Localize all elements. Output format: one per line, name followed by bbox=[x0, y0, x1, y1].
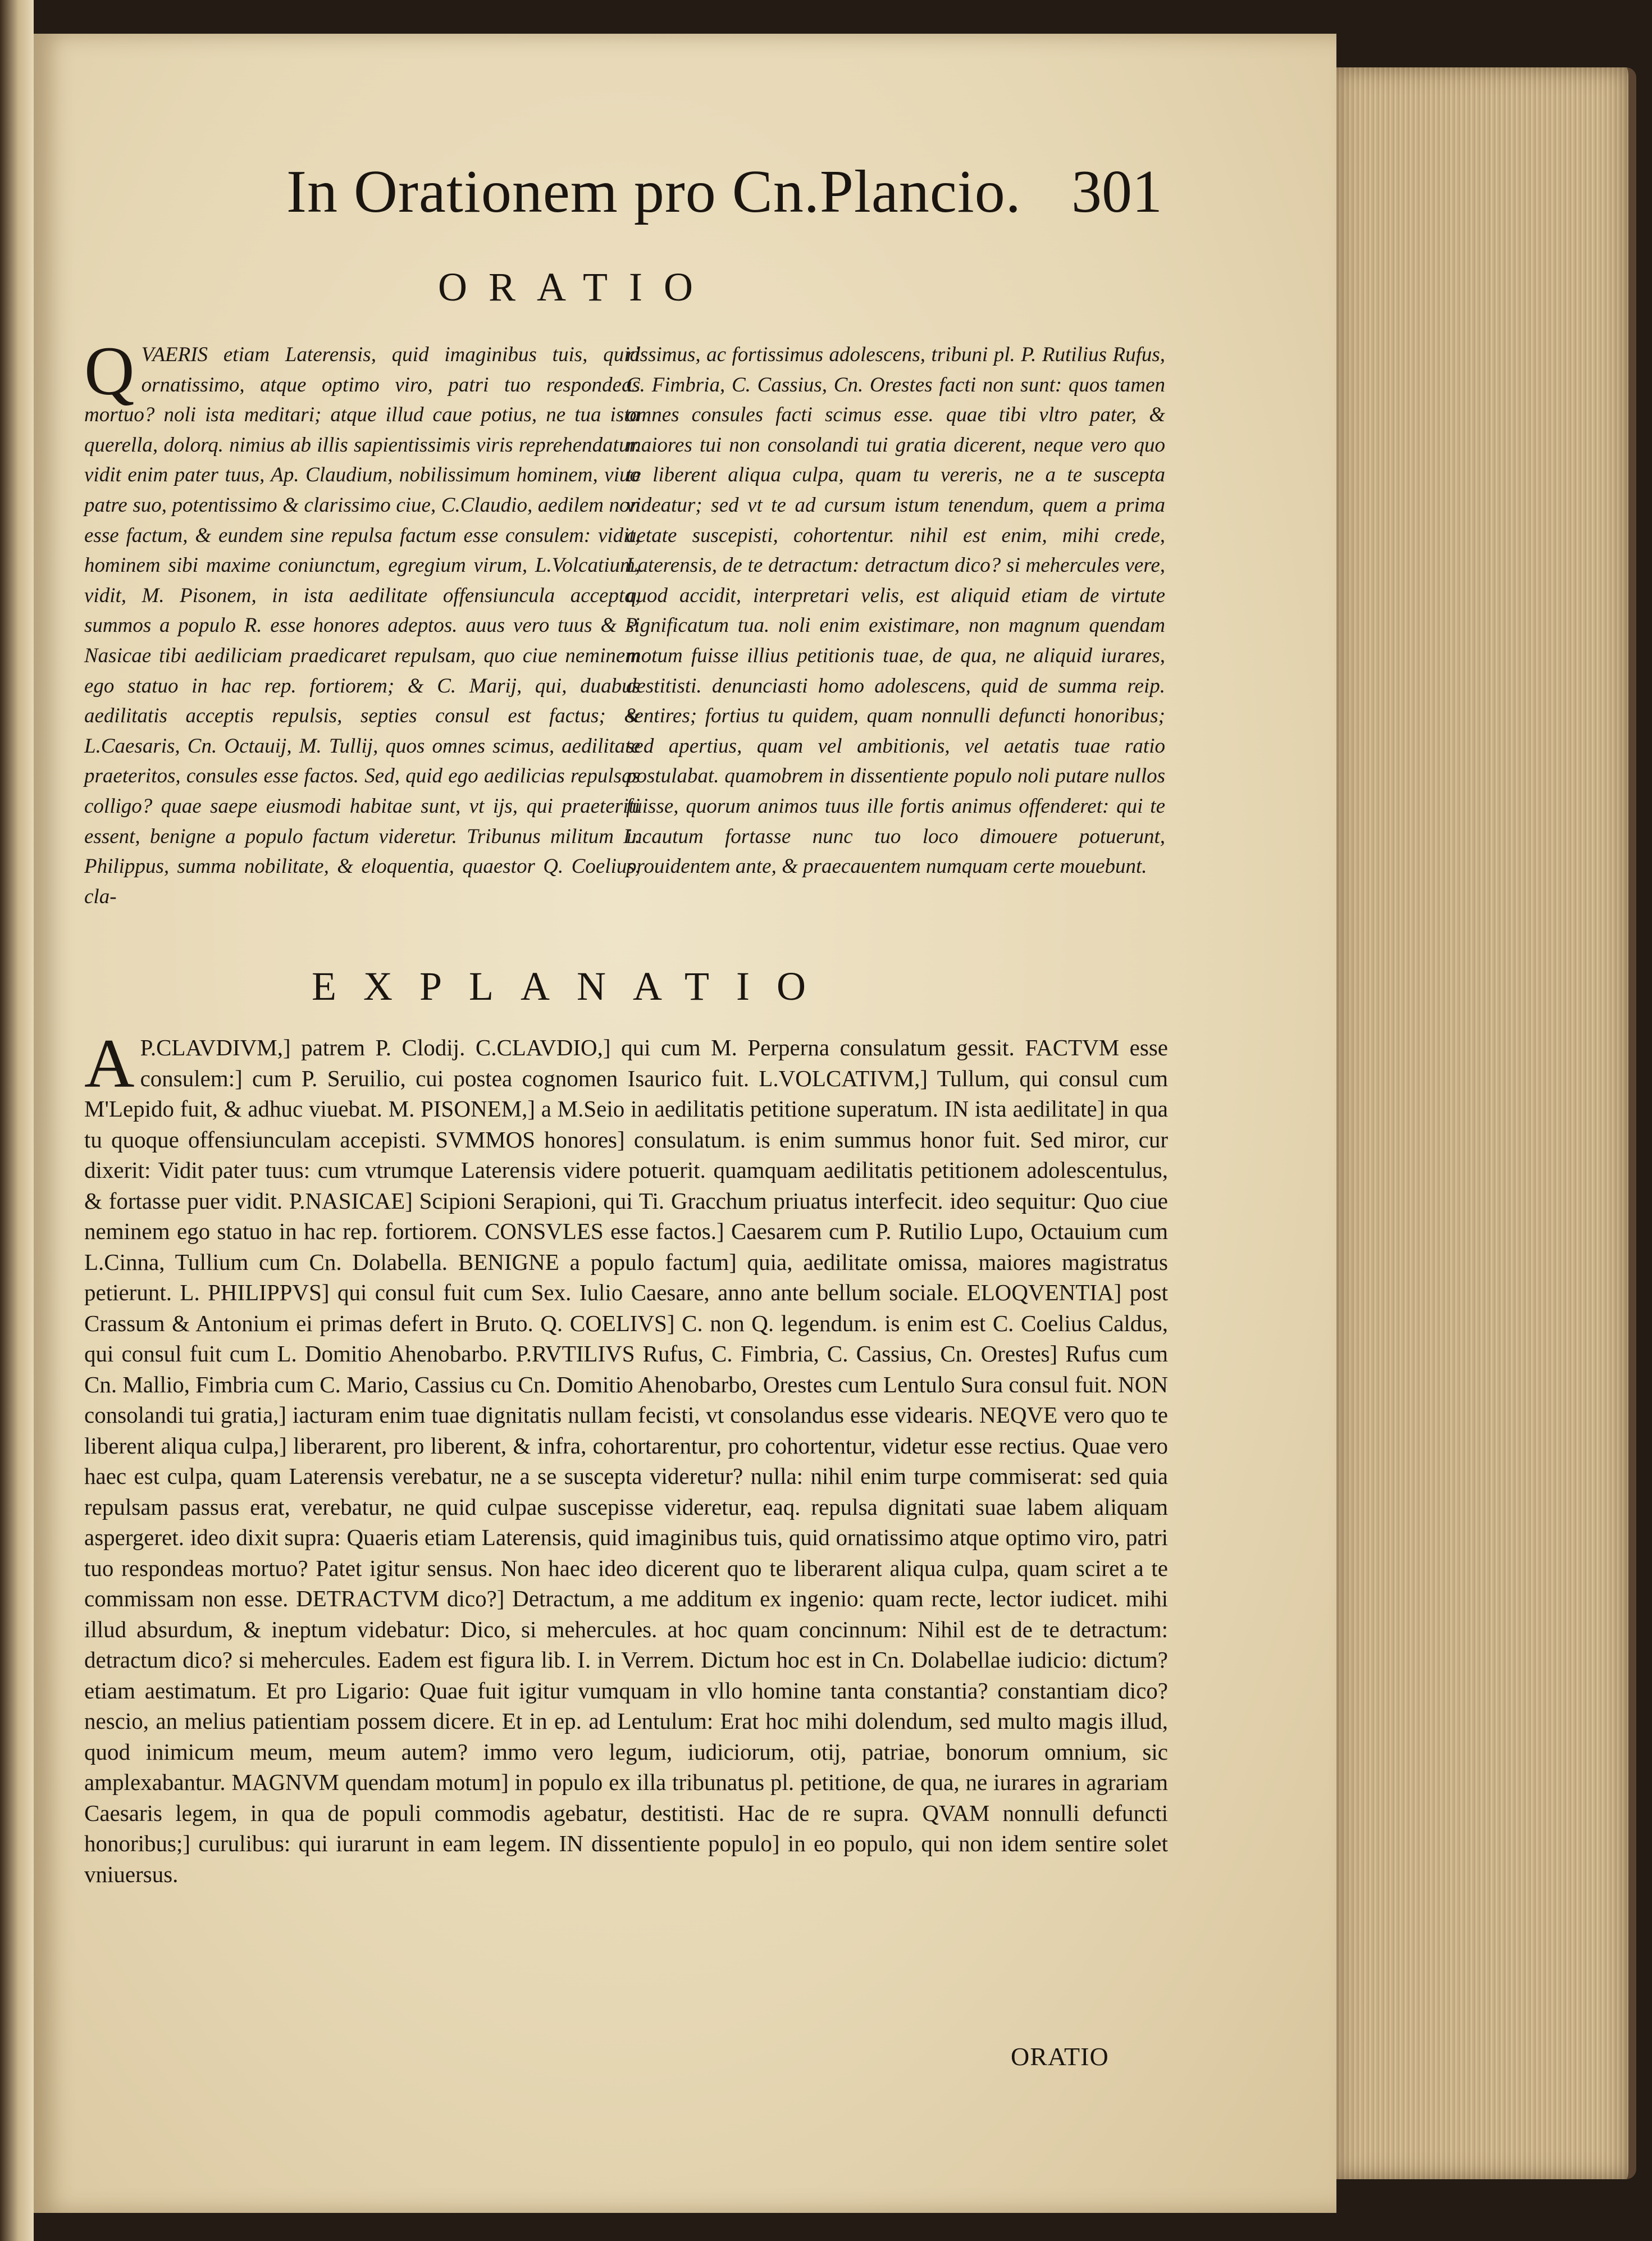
page-number: 301 bbox=[1071, 158, 1162, 225]
oratio-left-body: VAERIS etiam Laterensis, quid imaginibus tuis, quid ornatissimo, atque optimo viro, patri tuo respondeas mortuo? noli ista meditari; atque illud caue potius, ne tua ista querella, dolorq. nimius ab illis sapientissimis viris reprehendatur. vidit enim pater tuus, Ap. Claudium, nobilissimum hominem, viuo patre suo, potentissimo & clarissimo ciue, C.Claudio, aedilem non esse factum, & eundem sine repulsa factum esse consulem: vidit, hominem sibi maxime coniunctum, egregium virum, L.Volcatium, vidit, M. Pisonem, in ista aedilitate offensiuncula accepta, summos a populo R. esse honores adeptos. auus vero tuus & P. Nasicae tibi aediliciam praedicaret repulsam, quo ciue neminem ego statuo in hac rep. fortiorem; & C. Marij, qui, duabus aedilitatis acceptis repulsis, septies consul est factus; & L.Caesaris, Cn. Octauij, M. Tullij, quos omnes scimus, aedilitate praeteritos, consules esse factos. Sed, quid ego aedilicias repulsas colligo? quae saepe eiusmodi habitae sunt, vt ijs, qui praeteriti essent, benigne a populo factum videretur. Tribunus militum L. Philippus, summa nobilitate, & eloquentia, quaestor Q. Coelius, cla- bbox=[84, 343, 640, 908]
page-block-edges bbox=[1336, 67, 1636, 2179]
oratio-dropcap: Q bbox=[84, 332, 135, 409]
explanatio-heading: EXPLANATIO bbox=[312, 964, 833, 1009]
oratio-left-column bbox=[84, 332, 640, 912]
oratio-right-column bbox=[626, 340, 1165, 882]
previous-page-edge bbox=[0, 0, 34, 2241]
explanatio-text bbox=[84, 1025, 1168, 1889]
explanatio-commentary bbox=[84, 1025, 1168, 1889]
oratio-left-text bbox=[84, 332, 640, 912]
explanatio-dropcap: A bbox=[84, 1025, 135, 1102]
catchword: ORATIO bbox=[1011, 2042, 1109, 2071]
page-header bbox=[253, 157, 1162, 225]
running-title: In Orationem pro Cn.Plancio. bbox=[286, 158, 1021, 225]
explanatio-body: P.CLAVDIVM,] patrem P. Clodij. C.CLAVDIO,] qui cum M. Perperna consulatum gessit. FACTVM esse consulem:] cum P. Seruilio, cui postea cognomen Isaurico fuit. L.VOLCATIVM,] Tullum, qui consul cum M'Lepido fuit, & adhuc viuebat. M. PISONEM,] a M.Seio in aedilitatis petitione superatum. IN ista aedilitate] in qua tu quoque offensiunculam accepisti. SVMMOS honores] consulatum. is enim summus honor fuit. Sed miror, cur dixerit: Vidit pater tuus: cum vtrumque Laterensis videre potuerit. quamquam aedilitatis petitionem adolescentulus, & fortasse puer vidit. P.NASICAE] Scipioni Serapioni, qui Ti. Gracchum priuatus interfecit. ideo sequitur: Quo ciue neminem ego statuo in hac rep. fortiorem. CONSVLES esse factos.] Caesarem cum P. Rutilio Lupo, Octauium cum L.Cinna, Tullium cum Cn. Dolabella. BENIGNE a populo factum] quia, aedilitate omissa, maiores magistratus petierunt. L. PHILIPPVS] qui consul fuit cum Sex. Iulio Caesare, anno ante bellum sociale. ELOQVENTIA] post Crassum & Antonium ei primas defert in Bruto. Q. COELIVS] C. non Q. legendum. is enim est C. Coelius Caldus, qui consul fuit cum L. Domitio Ahenobarbo. P.RVTILIVS Rufus, C. Fimbria, C. Cassius, Cn. Orestes] Rufus cum Cn. Mallio, Fimbria cum C. Mario, Cassius cu Cn. Domitio Ahenobarbo, Orestes cum Lentulo Sura consul fuit. NON consolandi tui gratia,] iacturam enim tuae dignitatis nullam fecisti, vt consolandus esse videaris. NEQVE vero quo te liberent aliqua culpa,] liberarent, pro liberent, & infra, cohortarentur, pro cohortentur, videtur esse rectius. Quae vero haec est culpa, quam Laterensis verebatur, ne a se suscepta videretur? nulla: nihil enim turpe commiserat: sed quia repulsam passus erat, verebatur, ne quid culpae suscepisse videretur, eaq. repulsa dignitati suae labem aliquam aspergeret. ideo dixit supra: Quaeris etiam Laterensis, quid imaginibus tuis, quid ornatissimo atque optimo viro, patri tuo respondeas mortuo? Patet igitur sensus. Non haec ideo dicerent quo te liberarent aliqua culpa, quam sciret a te commissam non esse. DETRACTVM dico?] Detractum, a me additum ex ingenio: quam recte, lector iudicet. mihi illud absurdum, & ineptum videbatur: Dico, si mehercules. at hoc quam concinnum: Nihil est de te detractum: detractum dico? si mehercules. Eadem est figura lib. I. in Verrem. Dictum hoc est in Cn. Dolabellae iudicio: dictum? etiam aestimatum. Et pro Ligario: Quae fuit igitur vumquam in vllo homine tanta constantia? constantiam dico? nescio, an melius patientiam possem dicere. Et in ep. ad Lentulum: Erat hoc mihi dolendum, sed multo magis illud, quod inimicum meum, meum autem? immo vero legum, iudiciorum, otij, patriae, bonorum omnium, sic amplexabantur. MAGNVM quendam motum] in populo ex illa tribunatus pl. petitione, de qua, ne iurares in agrariam Caesaris legem, in qua de populi commodis agebatur, destitisti. Hac de re supra. QVAM nonnulli defuncti honoribus;] curulibus: qui iurarunt in eam legem. IN dissentiente populo] in eo populo, qui non idem sentire solet vniuersus. bbox=[84, 1035, 1168, 1887]
oratio-right-text: rissimus, ac fortissimus adolescens, tribuni pl. P. Rutilius Rufus, C. Fimbria, C. Cassius, Cn. Orestes facti non sunt: quos tamen omnes consules facti scimus esse. quae tibi vltro pater, & maiores tui non consolandi tui gratia dicerent, neque vero quo te liberent aliqua culpa, quam tu vereris, ne a te suscepta videatur; sed vt te ad cursum istum tenendum, quem a prima aetate suscepisti, cohortentur. nihil est enim, mihi crede, Laterensis, de te detractum: detractum dico? si mehercules vere, quod accidit, interpretari velis, est aliquid etiam de virtute significatum tua. noli enim existimare, non magnum quendam motum fuisse illius petitionis tuae, de qua, ne aliquid iurares, destitisti. denunciasti homo adolescens, quid de summa reip. sentires; fortius tu quidem, quam nonnulli defuncti honoribus; sed apertius, quam vel ambitionis, vel aetatis tuae ratio postulabat. quamobrem in dissentiente populo noli putare nullos fuisse, quorum animos tuus ille fortis animus offenderet: qui te incautum fortasse nunc tuo loco dimouere potuerunt, prouidentem ante, & praecauentem numquam certe mouebunt. bbox=[626, 343, 1165, 878]
oratio-heading: ORATIO bbox=[438, 265, 714, 309]
